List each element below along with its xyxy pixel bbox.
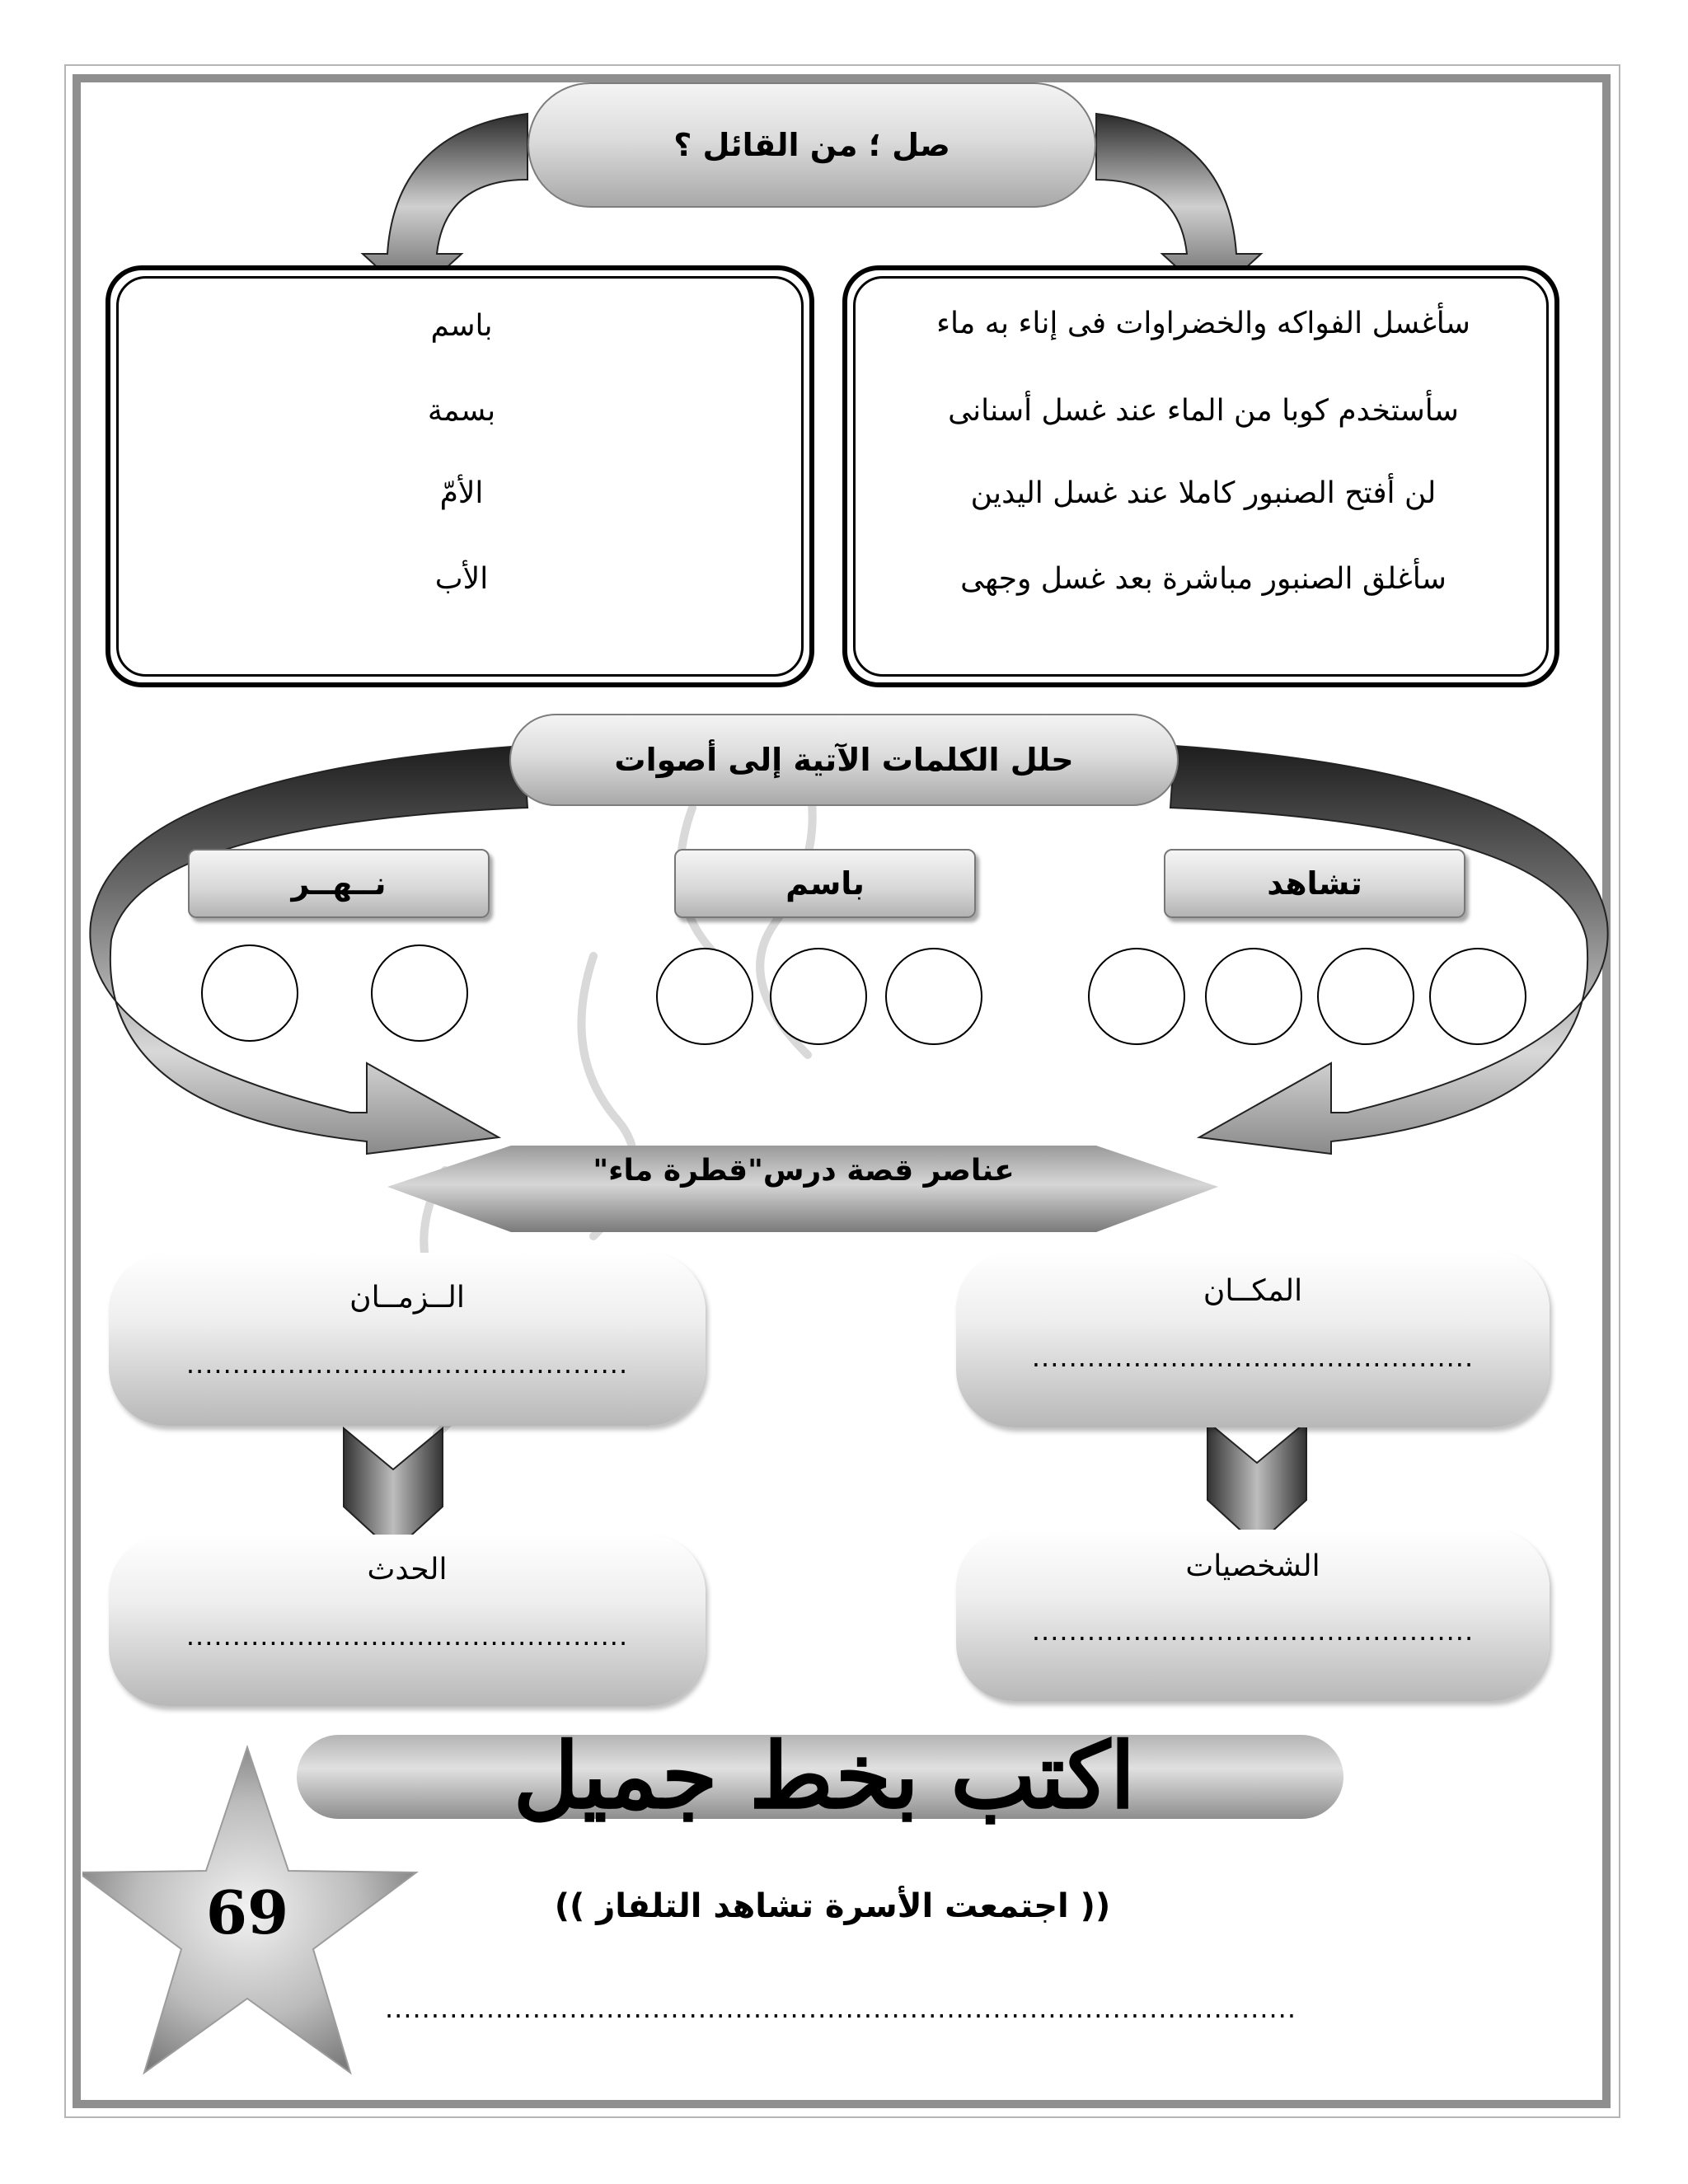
word-box-1 [1164,849,1465,918]
name-3: الأمّ [439,476,484,510]
word-1: تشاهد [1267,865,1362,902]
sound-circle[interactable] [656,948,753,1045]
characters-pill [956,1530,1550,1701]
sentence-2: سأستخدم كوبا من الماء عند غسل أسنانى [948,394,1459,428]
name-1: باسم [430,309,493,343]
characters-label: الشخصيات [1185,1549,1320,1583]
place-label: المكــان [1203,1274,1303,1308]
event-label: الحدث [367,1553,448,1586]
time-blank[interactable]: ................................................ [185,1348,629,1380]
sound-circle[interactable] [885,948,982,1045]
handwriting-title: اكتب بخط جميل [513,1722,1136,1829]
match-title-banner [528,82,1096,208]
sound-circle[interactable] [1088,948,1185,1045]
sounds-title: حلل الكلمات الآتية إلى أصوات [614,742,1074,778]
sound-circle[interactable] [770,948,867,1045]
story-title: عناصر قصة درس"قطرة ماء" [593,1154,1015,1188]
sound-circle[interactable] [371,944,468,1042]
sentence-3: لن أفتح الصنبور كاملا عند غسل اليدين [970,476,1437,510]
sound-circle[interactable] [1317,948,1414,1045]
sentence-4: سأغلق الصنبور مباشرة بعد غسل وجهى [960,562,1447,596]
time-label: الــزمــان [349,1281,465,1315]
sound-circle[interactable] [1429,948,1526,1045]
handwriting-blank[interactable]: ................................................................................................... [384,1993,1296,2024]
characters-blank[interactable]: ................................................ [1031,1615,1475,1647]
sentence-1: سأغسل الفواكه والخضراوات فى إناء به ماء [936,307,1470,340]
match-title: صل ؛ من القائل ؟ [673,127,950,163]
name-4: الأب [434,562,489,596]
handwriting-sentence: (( اجتمعت الأسرة تشاهد التلفاز )) [554,1887,1111,1925]
event-blank[interactable]: ................................................ [185,1620,629,1652]
word-3: نــهــر [291,865,387,902]
word-box-3 [188,849,490,918]
page-number: 69 [205,1877,289,1947]
name-2: بسمة [427,394,496,428]
event-pill [109,1535,706,1706]
sound-circle[interactable] [1205,948,1302,1045]
word-2: باسم [785,865,865,902]
word-box-2 [674,849,976,918]
sound-circle[interactable] [201,944,298,1042]
place-pill [956,1251,1550,1427]
time-pill [109,1253,706,1426]
place-blank[interactable]: ................................................ [1031,1342,1475,1373]
sounds-title-banner [509,714,1179,806]
